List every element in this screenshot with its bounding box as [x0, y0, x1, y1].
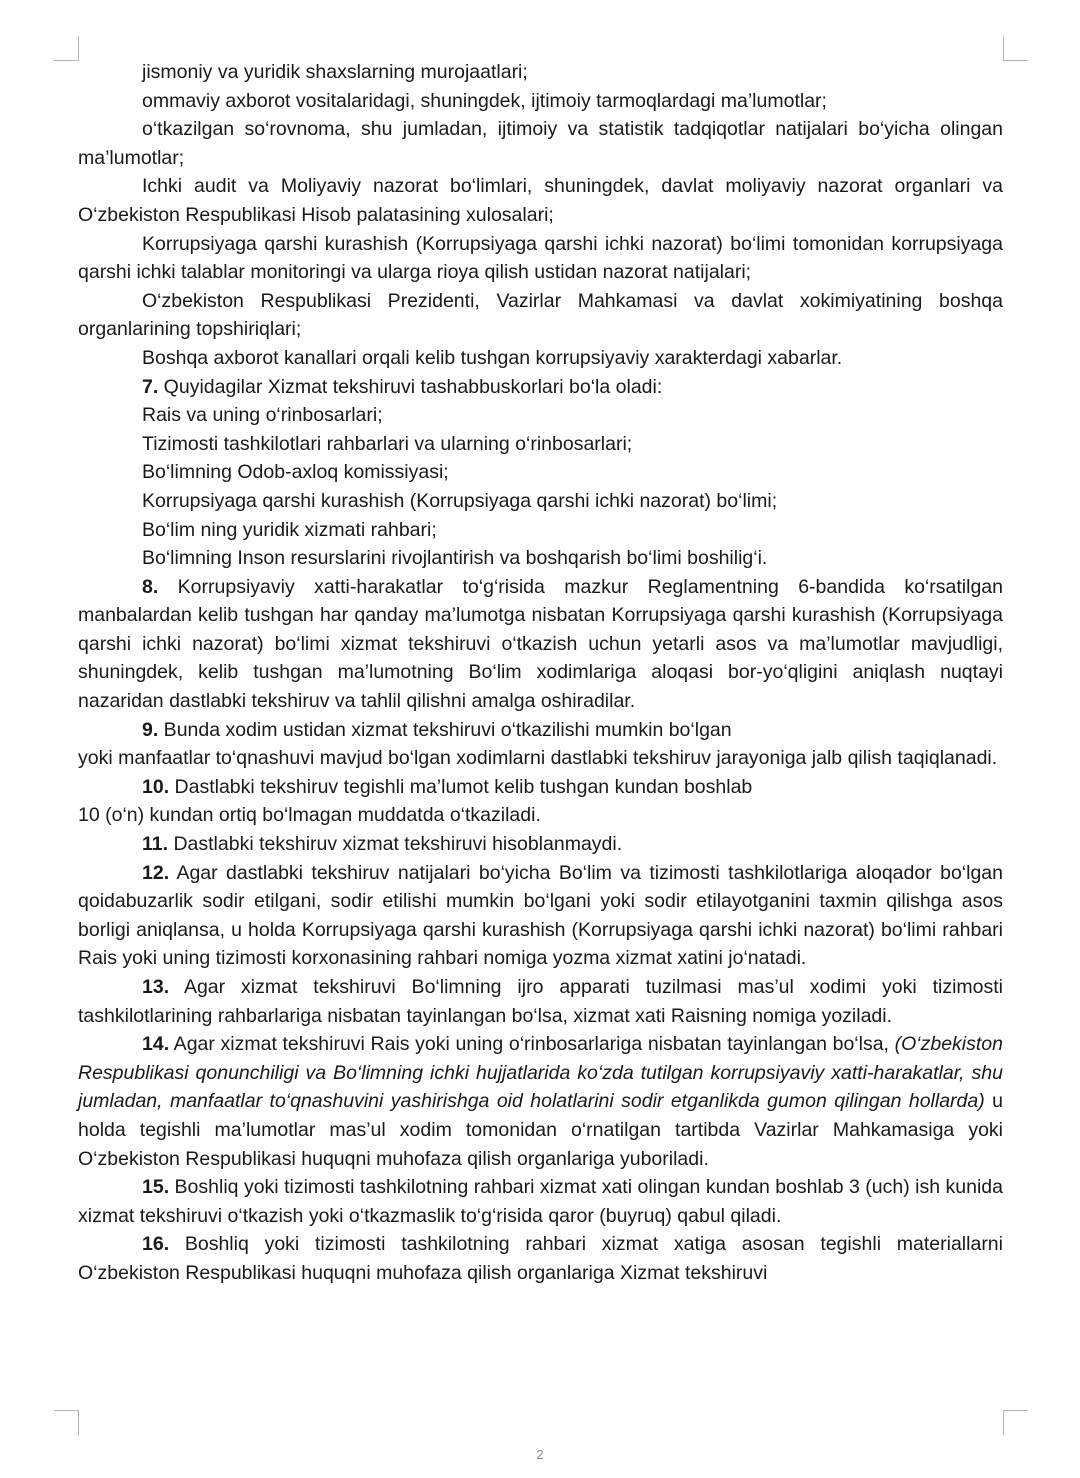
paragraph-text: Rais va uning o‘rinbosarlari;: [142, 404, 383, 427]
paragraph-text: Tizimosti tashkilotlari rahbarlari va ularning o‘rinbosarlari;: [142, 432, 633, 455]
paragraph-text: Agar dastlabki tekshiruv natijalari bo‘yicha Bo‘lim va tizimosti tashkilotlariga aloqador bo‘lgan qoidabuzarlik sodir etilgani, sodir etilishi mumkin bo‘lgani yoki sodir etilayotganini taxmin qilishga asos borligi aniqlansa, u holda Korrupsiyaga qarshi kurashish (Korrupsiyaga qarshi ichki nazorat) bo‘limi rahbari Rais yoki uning tizimosti korxonasining rahbari nomiga yozma xizmat xatini jo‘natadi.: [78, 861, 1003, 970]
crop-mark-top-left: [54, 36, 79, 61]
paragraph-text: Bo‘lim ning yuridik xizmati rahbari;: [142, 518, 437, 541]
paragraph-text: Bo‘limning Inson resurslarini rivojlantirish va boshqarish bo‘limi boshilig‘i.: [142, 547, 768, 570]
paragraph-italic-text: (O‘zbekiston Respublikasi qonunchiligi va Bo‘limning ichki hujjatlarida ko‘zda tutilgan korrupsiyaviy xatti-harakatlar, shu jumladan, manfaatlar to‘qnashuvini yashirishga oid holatlarini sodir etganlikda gumon qilingan hollarda): [78, 1033, 1003, 1113]
paragraph-text: yoki manfaatlar to‘qnashuvi mavjud bo‘lgan xodimlarni dastlabki tekshiruv jarayoniga jalb qilish taqiqlanadi.: [78, 747, 998, 770]
paragraph-text: o‘tkazilgan so‘rovnoma, shu jumladan, ijtimoiy va statistik tadqiqotlar natijalari bo‘yicha olingan ma’lumotlar;: [78, 118, 1003, 169]
paragraph-text: Ichki audit va Moliyaviy nazorat bo‘limlari, shuningdek, davlat moliyaviy nazorat organlari va O‘zbekiston Respublikasi Hisob palatasining xulosalari;: [78, 175, 1003, 226]
paragraph-text: Quyidagilar Xizmat tekshiruvi tashabbuskorlari bo‘la oladi:: [158, 375, 663, 398]
paragraph: [78, 773, 1003, 802]
crop-mark-top-right: [1003, 36, 1028, 61]
crop-mark-bottom-left: [54, 1410, 79, 1435]
paragraph-text-tail: u holda tegishli ma’lumotlar mas’ul xodim tomonidan o‘rnatilgan tartibda Vazirlar Mahkamasiga yoki O‘zbekiston Respublikasi huquqni muhofaza qilish organlariga yuboriladi.: [78, 1090, 1003, 1170]
paragraph: [78, 373, 1003, 402]
paragraph: [78, 859, 1003, 973]
paragraph: [78, 87, 1003, 116]
paragraph-text: Agar xizmat tekshiruvi Rais yoki uning o‘rinbosarlariga nisbatan tayinlangan bo‘lsa,: [169, 1033, 895, 1056]
paragraph: [78, 172, 1003, 229]
paragraph-text: 10 (o‘n) kundan ortiq bo‘lmagan muddatda o‘tkaziladi.: [78, 804, 541, 827]
clause-number: 15.: [142, 1176, 170, 1199]
clause-number: 12.: [142, 861, 170, 884]
paragraph: [78, 1230, 1003, 1287]
paragraph: [78, 573, 1003, 716]
paragraph: [78, 344, 1003, 373]
paragraph: [78, 58, 1003, 87]
paragraph: [78, 401, 1003, 430]
paragraph: [78, 516, 1003, 545]
paragraph-text: Boshliq yoki tizimosti tashkilotning rahbari xizmat xati olingan kundan boshlab 3 (uch) ish kunida xizmat tekshiruvi o‘tkazish yoki o‘tkazmaslik to‘g‘risida qaror (buyruq) qabul qiladi.: [78, 1176, 1003, 1227]
clause-number: 7.: [142, 375, 159, 398]
paragraph-text: Dastlabki tekshiruv tegishli ma’lumot kelib tushgan kundan boshlab: [169, 775, 753, 798]
paragraph: [78, 801, 1003, 830]
paragraph-text: Dastlabki tekshiruv xizmat tekshiruvi hisoblanmaydi.: [168, 833, 623, 856]
clause-number: 11.: [142, 833, 169, 856]
paragraph-text: Agar xizmat tekshiruvi Bo‘limning ijro apparati tuzilmasi mas’ul xodimi yoki tizimosti tashkilotlarining rahbarlariga nisbatan tayinlangan bo‘lsa, xizmat xati Raisning nomiga yoziladi.: [78, 976, 1003, 1027]
paragraph-text: jismoniy va yuridik shaxslarning murojaatlari;: [142, 61, 528, 83]
paragraph: [78, 973, 1003, 1030]
document-body: [78, 58, 1003, 1288]
paragraph-text: Bunda xodim ustidan xizmat tekshiruvi o‘tkazilishi mumkin bo‘lgan: [158, 718, 732, 741]
paragraph-text: Bo‘limning Odob-axloq komissiyasi;: [142, 461, 449, 484]
clause-number: 13.: [142, 976, 170, 998]
page-number: 2: [536, 1447, 544, 1462]
paragraph-text: Boshqa axborot kanallari orqali kelib tushgan korrupsiyaviy xarakterdagi xabarlar.: [142, 346, 843, 369]
paragraph-text: Korrupsiyaviy xatti-harakatlar to‘g‘risida mazkur Reglamentning 6-bandida ko‘rsatilgan manbalardan kelib tushgan har qanday ma’lumotga nisbatan Korrupsiyaga qarshi kurashish (Korrupsiyaga qarshi ichki nazorat) bo‘limi xizmat tekshiruvi o‘tkazish uchun yetarli asos va ma’lumotlar mavjudligi, shuningdek, kelib tushgan ma’lumotning Bo‘lim xodimlariga aloqasi bor-yo‘qligini aniqlash nuqtayi nazaridan dastlabki tekshiruv va tahlil qilishni amalga oshiradilar.: [78, 575, 1003, 713]
paragraph: [78, 1030, 1003, 1173]
paragraph-text: Korrupsiyaga qarshi kurashish (Korrupsiyaga qarshi ichki nazorat) bo‘limi tomonidan korrupsiyaga qarshi ichki talablar monitoringi va ularga rioya qilish ustidan nazorat natijalari;: [78, 232, 1003, 284]
paragraph: [78, 458, 1003, 487]
paragraph: [78, 115, 1003, 172]
paragraph-text: Boshliq yoki tizimosti tashkilotning rahbari xizmat xatiga asosan tegishli materiallarni O‘zbekiston Respublikasi huquqni muhofaza qilish organlariga Xizmat tekshiruvi: [78, 1233, 1003, 1284]
paragraph-text: Korrupsiyaga qarshi kurashish (Korrupsiyaga qarshi ichki nazorat) bo‘limi;: [142, 489, 778, 512]
paragraph-text: ommaviy axborot vositalaridagi, shuningdek, ijtimoiy tarmoqlardagi ma’lumotlar;: [142, 89, 827, 112]
paragraph: [78, 487, 1003, 516]
clause-number: 14.: [142, 1033, 170, 1056]
clause-number: 8.: [142, 575, 159, 598]
paragraph: [78, 430, 1003, 459]
paragraph-text: O‘zbekiston Respublikasi Prezidenti, Vazirlar Mahkamasi va davlat xokimiyatining boshqa organlarining topshiriqlari;: [78, 289, 1003, 341]
crop-mark-bottom-right: [1003, 1410, 1028, 1435]
paragraph: [78, 1173, 1003, 1230]
paragraph: [78, 230, 1003, 287]
clause-number: 16.: [142, 1233, 170, 1256]
paragraph: [78, 744, 1003, 773]
paragraph: [78, 716, 1003, 745]
clause-number: 10.: [142, 775, 170, 798]
paragraph: [78, 287, 1003, 344]
paragraph: [78, 544, 1003, 573]
paragraph: [78, 830, 1003, 859]
clause-number: 9.: [142, 718, 159, 741]
